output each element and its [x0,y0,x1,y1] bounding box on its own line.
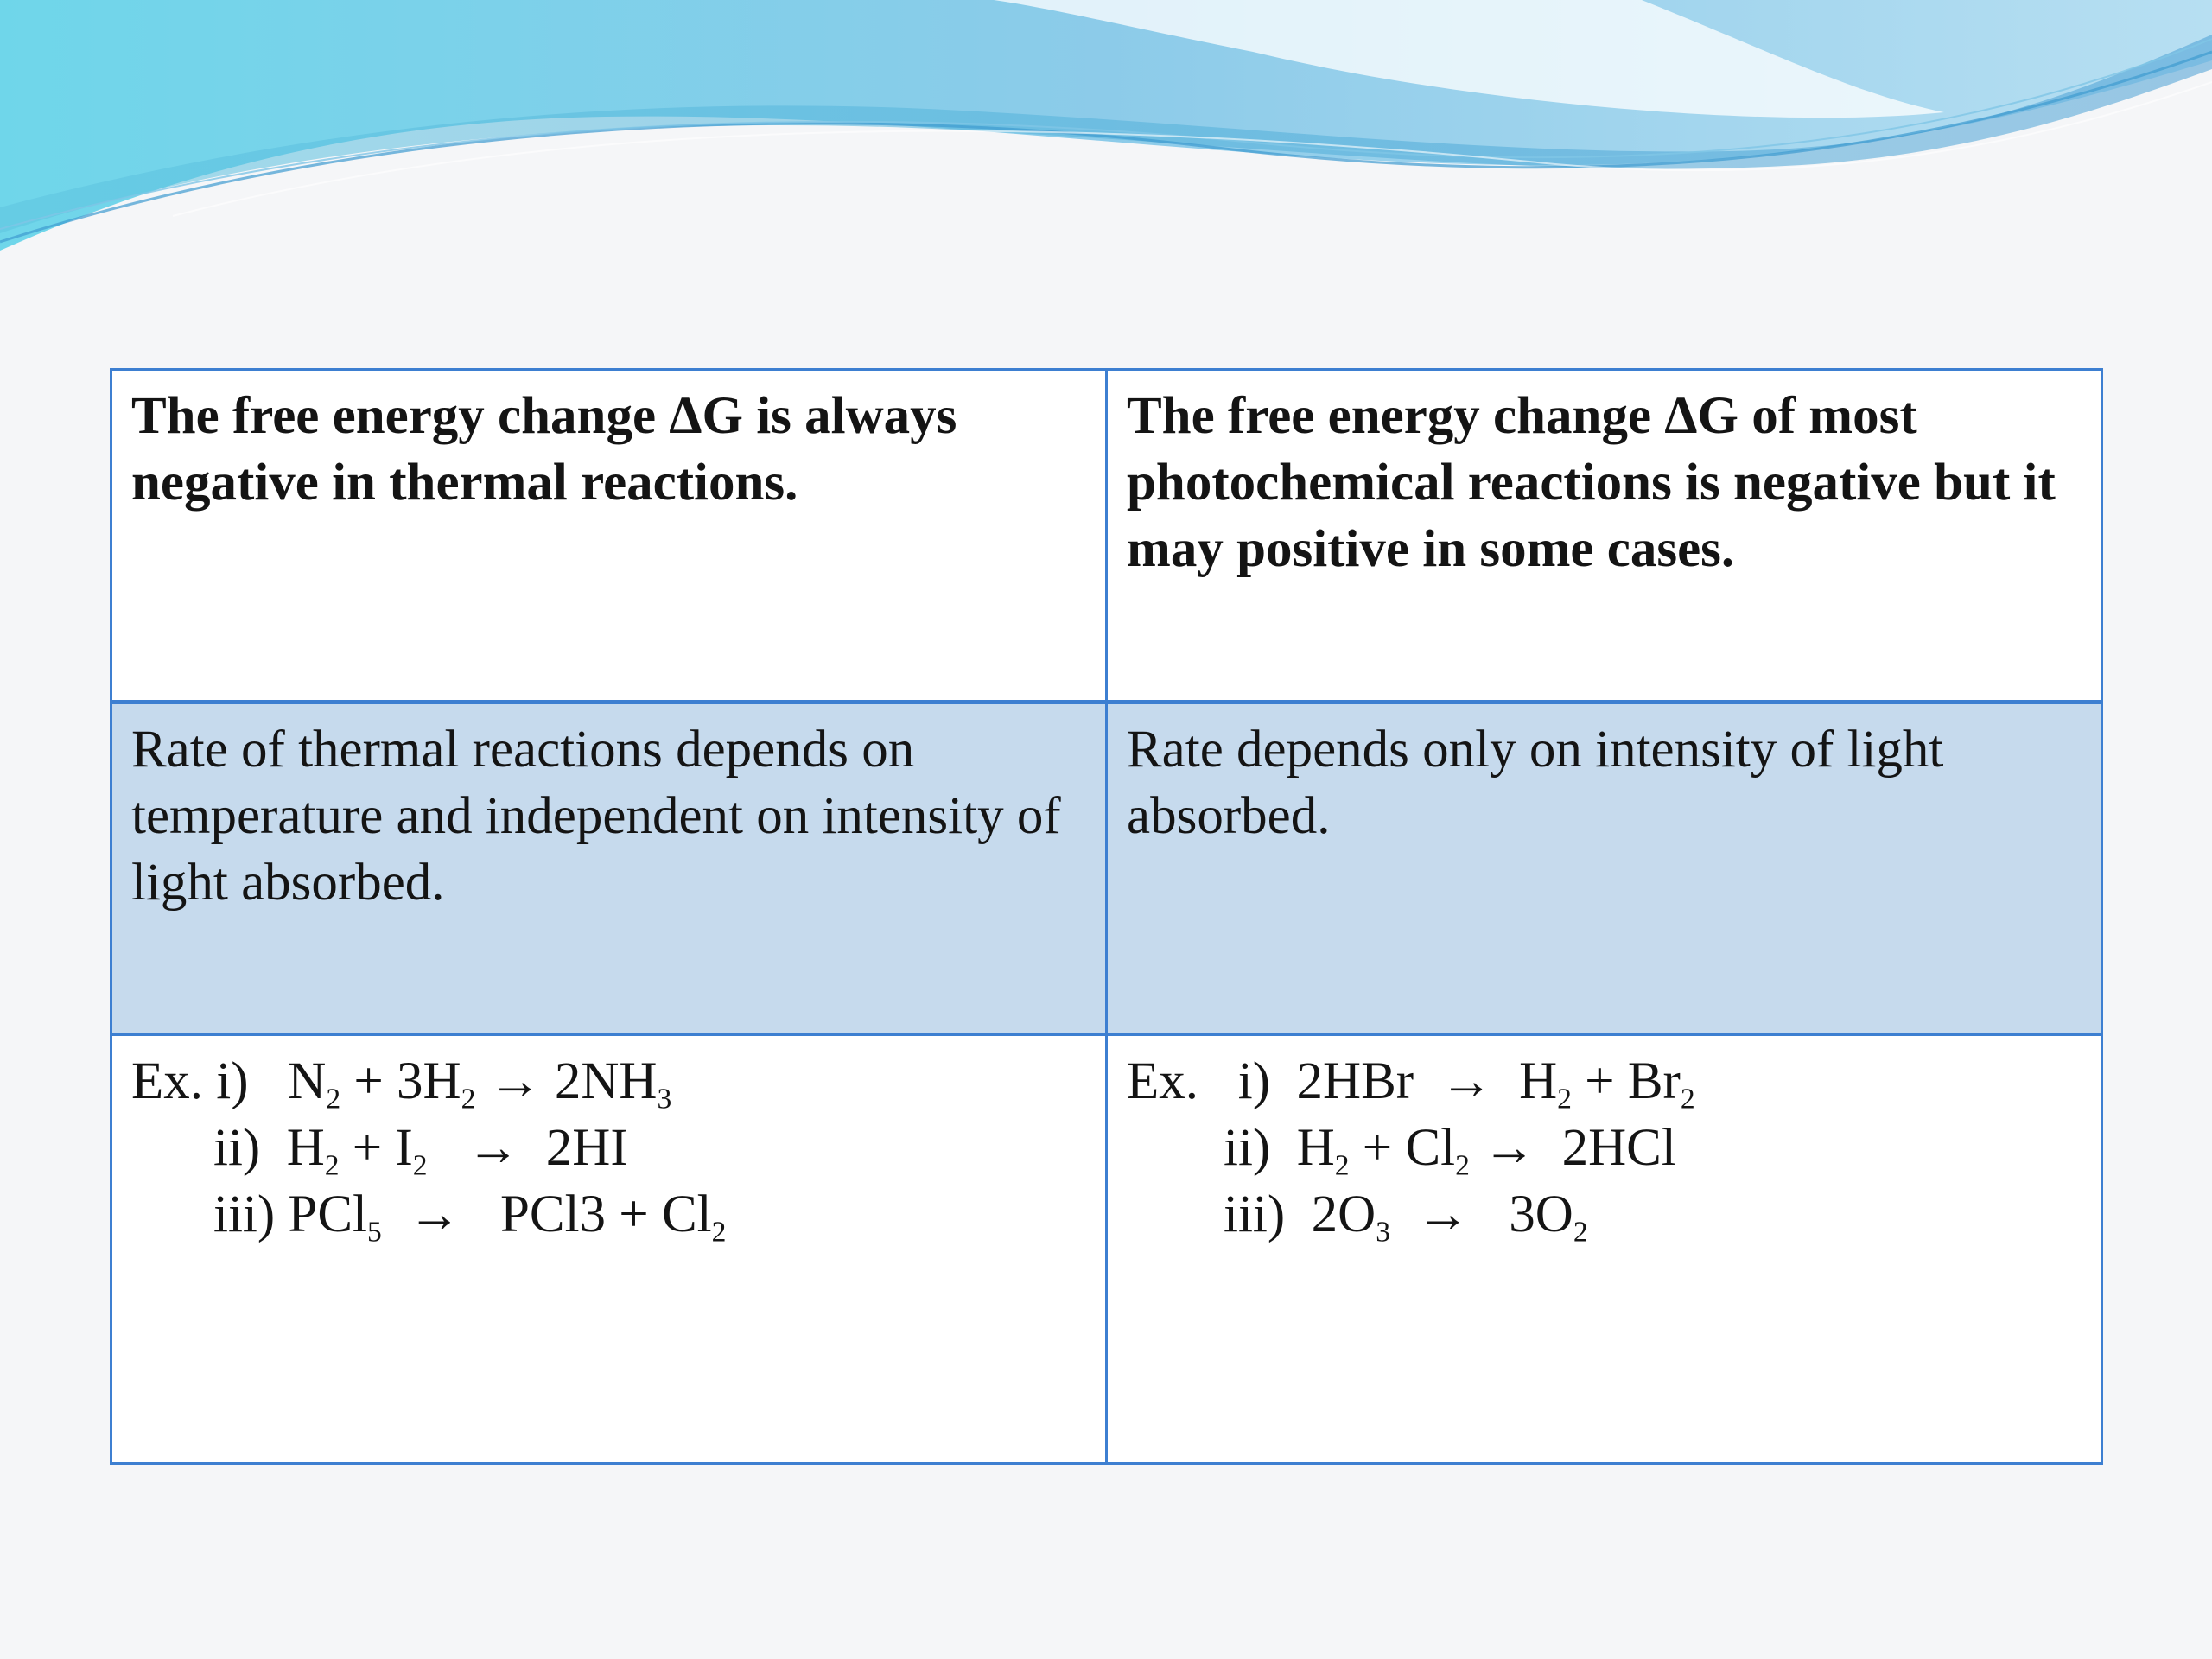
example-line: ii) $H_2 + I_2 \to 2HI$ [213,1119,628,1182]
example-line: Ex. i) $N_2 + 3H_2 \to 2NH_3$ [131,1052,672,1116]
example-line: iii) $2O_3 \to 3O_2$ [1224,1185,1588,1249]
decorative-wave-header [0,0,2212,259]
table-row [111,1035,2102,1464]
rate-photochemical-cell: Rate depends only on intensity of light absorbed. [1107,702,2102,1035]
table-row [111,702,2102,1035]
example-line: iii) $PCl_5 \to PCl3 + Cl_2$ [213,1185,727,1249]
examples-thermal-cell [111,1035,1107,1464]
comparison-table [110,368,2103,1465]
examples-photochemical-cell [1107,1035,2102,1464]
free-energy-thermal-cell: The free energy change ΔG is always negative in thermal reactions. [111,370,1107,702]
table-row [111,370,2102,702]
example-line: Ex. i) $2HBr \to H_2 + Br_2$ [1127,1052,1695,1116]
rate-thermal-cell: Rate of thermal reactions depends on temperature and independent on intensity of light absorbed. [111,702,1107,1035]
example-line: ii) $H_2 + Cl_2 \to 2HCl$ [1224,1119,1676,1182]
free-energy-photochemical-cell: The free energy change ΔG of most photochemical reactions is negative but it may positive in some cases. [1107,370,2102,702]
